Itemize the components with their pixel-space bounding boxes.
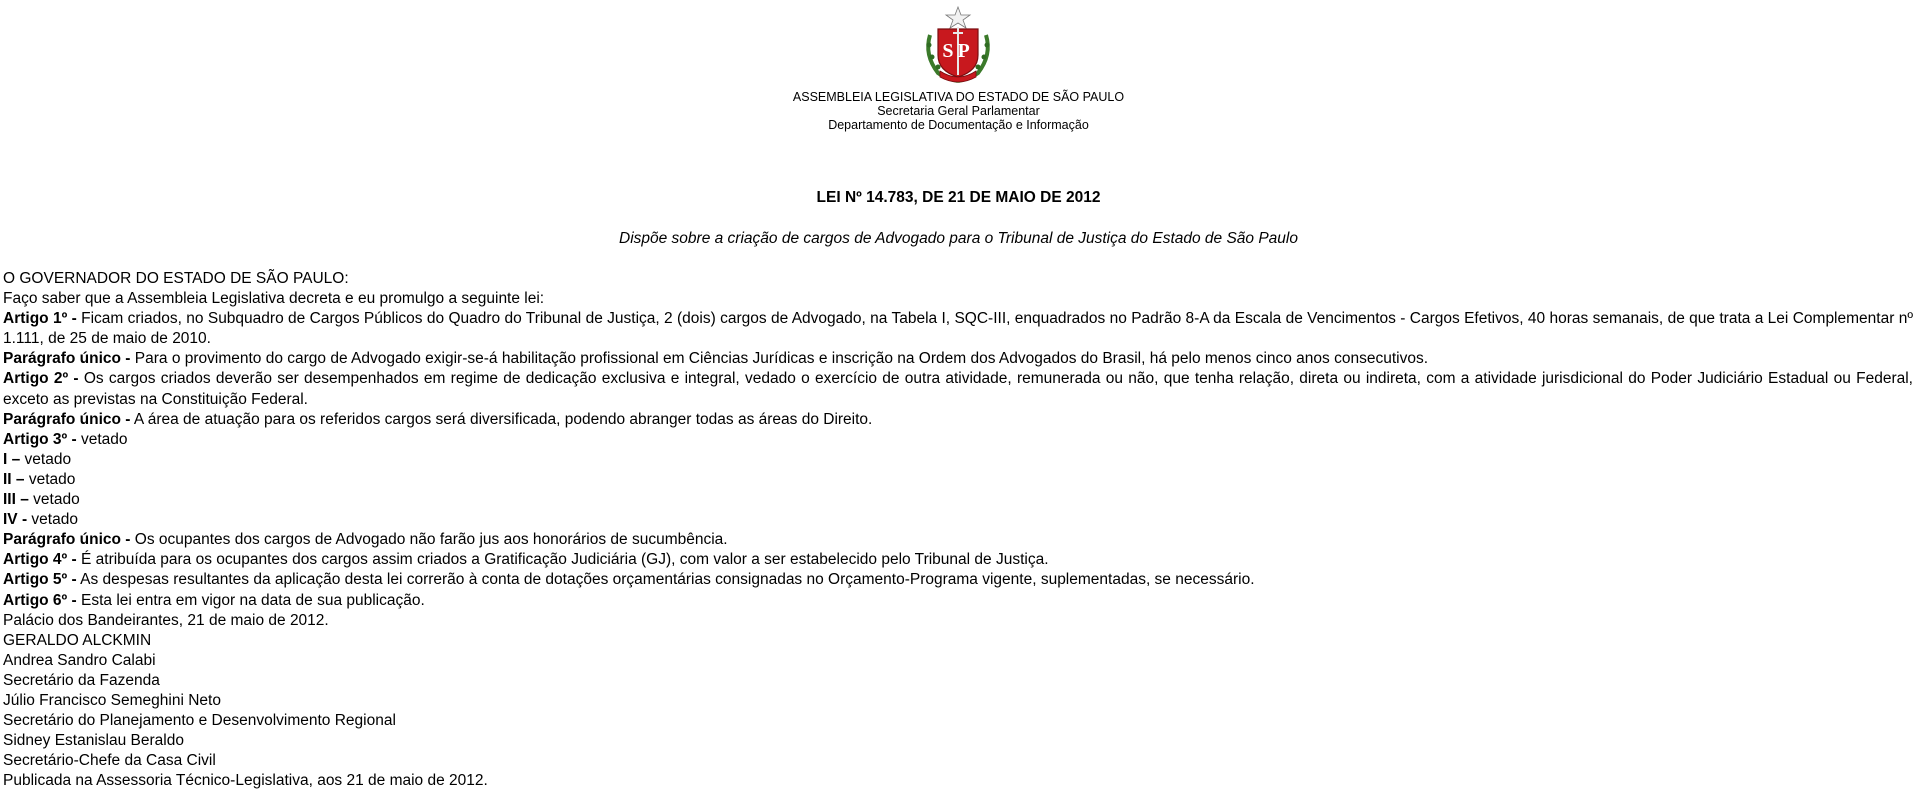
paragraph-label: I – xyxy=(3,450,21,468)
signing-place-date xyxy=(3,611,1913,631)
paragraph-label: Artigo 6º - xyxy=(3,591,77,609)
signatory-name xyxy=(3,651,1913,671)
paragraph-label: II – xyxy=(3,470,25,488)
signatory-governor xyxy=(3,631,1913,651)
paragraph-text: Secretário do Planejamento e Desenvolvimento Regional xyxy=(3,712,396,730)
signatory-name xyxy=(3,691,1913,711)
paragraph-text: As despesas resultantes da aplicação desta lei correrão à conta de dotações orçamentárias consignadas no Orçamento-Programa vigente, suplementadas, se necessário. xyxy=(76,571,1255,589)
article-3 xyxy=(3,430,1913,450)
paragraph-label: Parágrafo único - xyxy=(3,531,131,549)
paragraph-text: vetado xyxy=(28,491,80,509)
paragraph-label: Parágrafo único - xyxy=(3,350,131,368)
paragraph-text: Faço saber que a Assembleia Legislativa decreta e eu promulgo a seguinte lei: xyxy=(3,290,545,308)
law-summary: Dispõe sobre a criação de cargos de Advogado para o Tribunal de Justiça do Estado de São Paulo xyxy=(619,230,1298,247)
assembly-name: ASSEMBLEIA LEGISLATIVA DO ESTADO DE SÃO PAULO xyxy=(792,90,1125,104)
article-4 xyxy=(3,550,1913,570)
signatory-name xyxy=(3,731,1913,751)
signatory-role xyxy=(3,711,1913,731)
paragraph-text: Ficam criados, no Subquadro de Cargos Públicos do Quadro do Tribunal de Justiça, 2 (dois) cargos de Advogado, na Tabela I, SQC-III, enquadrados no Padrão 8-A da Escala de Vencimentos - Cargos Efetivos, 40 horas semanais, de que trata a Lei Complementar nº 1.111, de 25 de maio de 2010. xyxy=(3,310,1913,348)
article-3-sole-paragraph xyxy=(3,530,1913,550)
paragraph-text: Palácio dos Bandeirantes, 21 de maio de 2012. xyxy=(3,611,329,629)
sp-coat-of-arms-icon xyxy=(920,5,996,85)
paragraph-text: Para o provimento do cargo de Advogado exigir-se-á habilitação profissional em Ciências Jurídicas e inscrição na Ordem dos Advogados do Brasil, há pelo menos cinco anos consecutivos. xyxy=(130,350,1429,368)
article-3-item-iii xyxy=(3,490,1913,510)
paragraph-text: É atribuída para os ocupantes dos cargos assim criados a Gratificação Judiciária (GJ), com valor a ser estabelecido pelo Tribunal de Justiça. xyxy=(76,551,1049,569)
paragraph-text: Os ocupantes dos cargos de Advogado não farão jus aos honorários de sucumbência. xyxy=(130,531,728,549)
paragraph-label: Artigo 5º - xyxy=(3,571,77,589)
article-6 xyxy=(3,591,1913,611)
paragraph-label: Artigo 1º - xyxy=(3,310,77,328)
article-2-sole-paragraph xyxy=(3,410,1913,430)
paragraph-text: Os cargos criados deverão ser desempenhados em regime de dedicação exclusiva e integral, vedado o exercício de outra atividade, remunerada ou não, que tenha relação, direta ou indireta, com a atividade jurisdicional do Poder Judiciário Estadual ou Federal, exceto as previstas na Constituição Federal. xyxy=(3,370,1913,408)
paragraph-text: Esta lei entra em vigor na data de sua publicação. xyxy=(76,591,425,609)
article-3-item-iv xyxy=(3,510,1913,530)
paragraph-label: Artigo 3º - xyxy=(3,430,77,448)
paragraph-text: A área de atuação para os referidos cargos será diversificada, podendo abranger todas as áreas do Direito. xyxy=(130,410,873,428)
paragraph-label: Artigo 4º - xyxy=(3,551,77,569)
secretariat-name: Secretaria Geral Parlamentar xyxy=(877,104,1040,118)
body-paragraph xyxy=(3,289,1913,309)
crest-letters: SP xyxy=(942,40,974,62)
paragraph-label: III – xyxy=(3,491,29,509)
paragraph-text: Secretário-Chefe da Casa Civil xyxy=(3,752,216,770)
law-title: LEI Nº 14.783, DE 21 DE MAIO DE 2012 xyxy=(816,189,1101,206)
paragraph-label: Parágrafo único - xyxy=(3,410,131,428)
paragraph-label: IV - xyxy=(3,511,28,529)
article-3-item-ii xyxy=(3,470,1913,490)
paragraph-text: GERALDO ALCKMIN xyxy=(3,631,152,649)
paragraph-label: Artigo 2º - xyxy=(3,370,79,388)
paragraph-text: Júlio Francisco Semeghini Neto xyxy=(3,691,221,709)
paragraph-text: Publicada na Assessoria Técnico-Legislativa, aos 21 de maio de 2012. xyxy=(3,772,488,790)
publication-note xyxy=(3,771,1913,791)
paragraph-text: vetado xyxy=(24,470,76,488)
body-paragraph xyxy=(3,269,1913,289)
paragraph-text: Secretário da Fazenda xyxy=(3,671,160,689)
article-1-sole-paragraph xyxy=(3,349,1913,369)
paragraph-text: O GOVERNADOR DO ESTADO DE SÃO PAULO: xyxy=(3,270,349,287)
article-1 xyxy=(3,309,1913,349)
article-2 xyxy=(3,369,1913,409)
law-body xyxy=(3,269,1913,791)
article-3-item-i xyxy=(3,450,1913,470)
signatory-role xyxy=(3,751,1913,771)
paragraph-text: Andrea Sandro Calabi xyxy=(3,651,156,669)
paragraph-text: vetado xyxy=(20,450,72,468)
department-name: Departamento de Documentação e Informação xyxy=(828,118,1089,132)
paragraph-text: vetado xyxy=(27,511,78,529)
paragraph-text: vetado xyxy=(76,430,128,448)
paragraph-text: Sidney Estanislau Beraldo xyxy=(3,732,184,750)
signatory-role xyxy=(3,671,1913,691)
article-5 xyxy=(3,570,1913,590)
